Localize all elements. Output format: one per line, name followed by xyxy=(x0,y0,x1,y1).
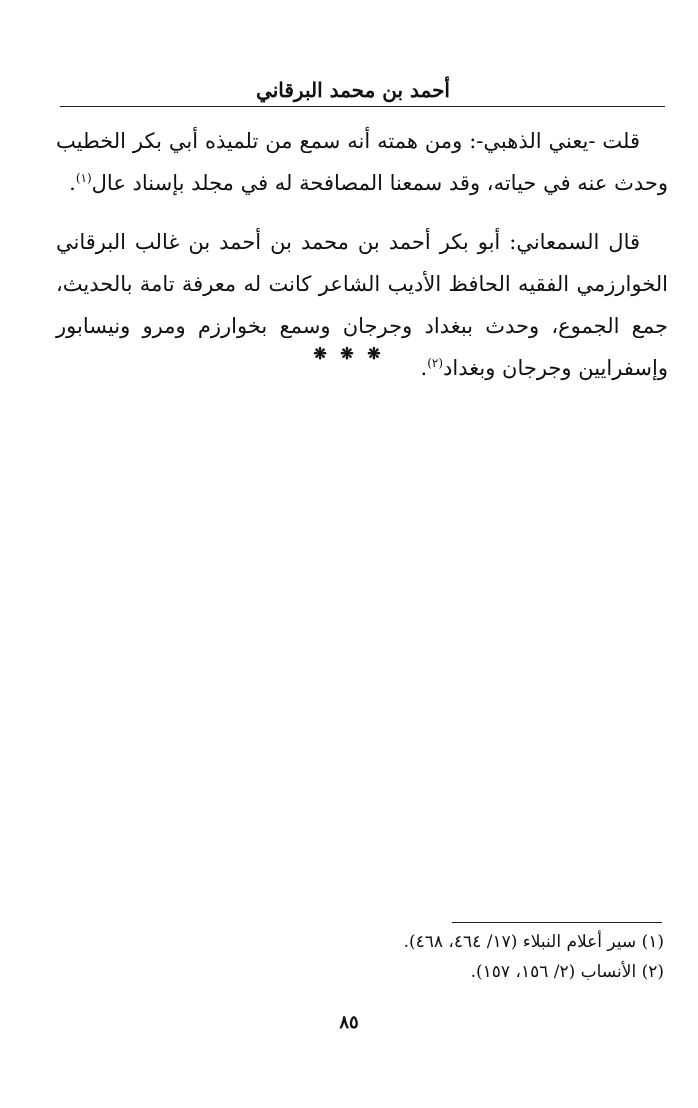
paragraph-2-end: . xyxy=(420,356,428,380)
page-number: ٨٥ xyxy=(339,1012,359,1033)
section-separator: ❋ ❋ ❋ xyxy=(313,344,385,363)
footnote-rule xyxy=(452,922,662,923)
paragraph-1-text: قلت -يعني الذهبي-: ومن همته أنه سمع من تلميذه أبي بكر الخطيب وحدث عنه في حياته، وقد سمعنا المصافحة له في مجلد بإسناد عال xyxy=(56,129,668,195)
running-header-title: أحمد بن محمد البرقاني xyxy=(256,78,450,102)
footnote-ref-2: (٢) xyxy=(427,356,444,370)
footnote-1: (١) سير أعلام النبلاء (١٧/ ٤٦٤، ٤٦٨). xyxy=(403,932,664,952)
paragraph-2-text: قال السمعاني: أبو بكر أحمد بن محمد بن أحمد بن غالب البرقاني الخوارزمي الفقيه الحافظ الأديب الشاعر كانت له معرفة تامة بالحديث، جمع الجموع، وحدث ببغداد وجرجان وسمع بخوارزم ومرو ونيسابور وإسفرايين وجرجان وبغداد xyxy=(56,230,668,380)
footnotes xyxy=(44,927,664,987)
paragraph-1 xyxy=(56,120,668,204)
header-rule xyxy=(60,106,665,107)
footnote-ref-1: (١) xyxy=(75,171,92,185)
paragraph-1-end: . xyxy=(69,171,76,195)
paragraph-2 xyxy=(56,221,668,389)
footnote-2: (٢) الأنساب (٢/ ١٥٦، ١٥٧). xyxy=(470,962,664,982)
